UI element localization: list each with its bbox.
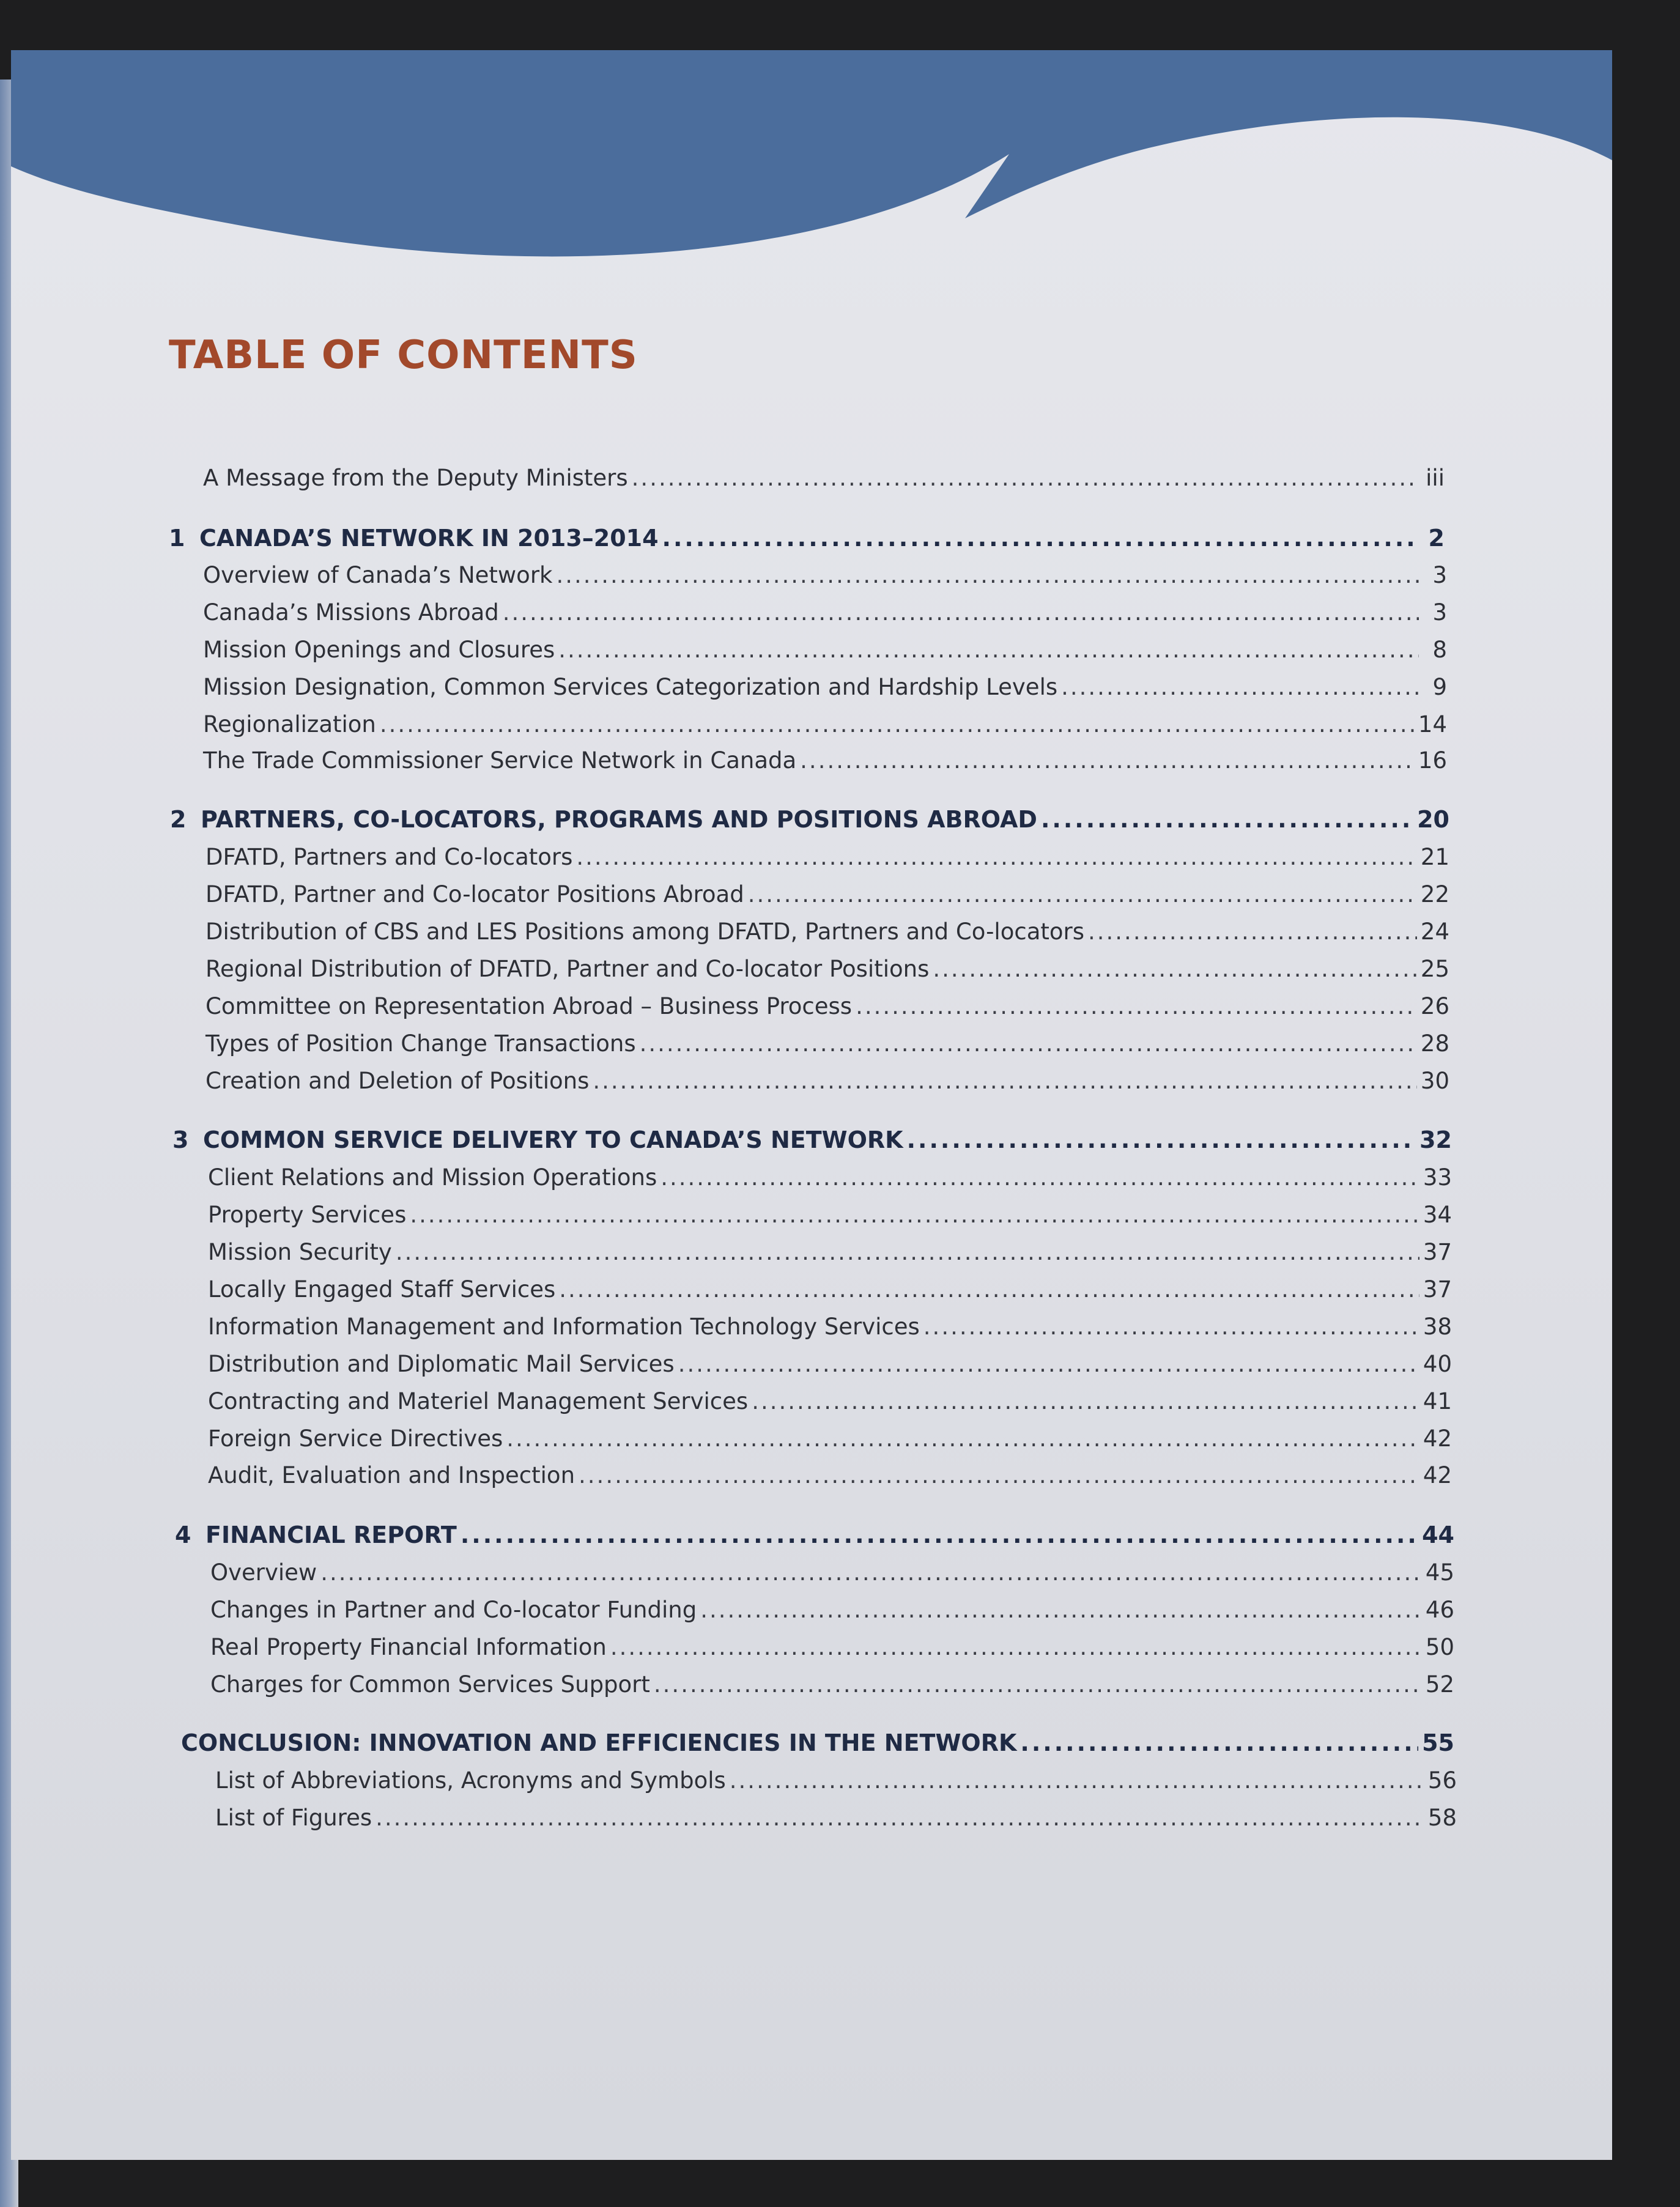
toc-entry[interactable] [208,1388,1452,1420]
toc-entry-page: 45 [1425,1559,1454,1586]
section-number: 3 [172,1126,189,1153]
toc-entry-page: 14 [1418,711,1447,738]
dot-leader [558,637,1419,663]
section-page: 2 [1428,525,1445,552]
dot-leader [933,956,1417,982]
toc-entry-label: Distribution of CBS and LES Positions among DFATD, Partners and Co-locators [205,919,1085,945]
toc-entry-page: 52 [1425,1671,1454,1698]
section-page: 55 [1422,1729,1454,1756]
toc-entry-label: Mission Openings and Closures [203,637,555,663]
toc-entry-page: 42 [1423,1425,1452,1452]
toc-title: TABLE OF CONTENTS [169,333,638,378]
toc-entry-label: Mission Designation, Common Services Categorization and Hardship Levels [203,674,1058,700]
toc-entry-label: DFATD, Partner and Co-locator Positions Abroad [205,881,744,908]
toc-entry-page: 58 [1427,1805,1457,1831]
toc-entry-page: 3 [1432,562,1447,588]
toc-entry-label: Distribution and Diplomatic Mail Services [208,1351,675,1377]
dot-leader [506,1425,1419,1452]
toc-entry-page: 25 [1420,956,1449,982]
toc-entry-page: 24 [1420,919,1449,945]
toc-section-1[interactable] [169,525,1445,556]
toc-entry-page: 50 [1425,1634,1454,1660]
toc-entry[interactable] [203,599,1447,631]
toc-entry-page: 3 [1432,599,1447,626]
toc-entry[interactable] [215,1767,1457,1799]
toc-entry-page: 22 [1420,881,1449,908]
toc-entry[interactable] [203,637,1447,668]
section-number: 2 [170,806,187,833]
dot-leader [376,1805,1424,1831]
toc-entry[interactable] [210,1559,1454,1591]
dot-leader [396,1239,1419,1265]
toc-section-2[interactable] [170,806,1449,838]
toc-entry-page: 8 [1432,637,1447,663]
toc-entry[interactable] [208,1164,1452,1196]
dot-leader [748,881,1417,908]
toc-entry-page: 37 [1423,1239,1452,1265]
toc-entry-label: The Trade Commissioner Service Network in Canada [203,747,797,774]
toc-entry-label: Property Services [208,1202,407,1228]
toc-conclusion[interactable] [181,1729,1454,1761]
toc-entry-page: 41 [1423,1388,1452,1414]
toc-entry-label: Locally Engaged Staff Services [208,1276,556,1303]
toc-entry[interactable] [210,1671,1454,1703]
section-number: 4 [175,1521,191,1548]
dot-leader [700,1597,1422,1623]
dot-leader [678,1351,1419,1377]
toc-entry-label: Real Property Financial Information [210,1634,607,1660]
toc-entry-label: Information Management and Information Technology Services [208,1314,920,1340]
dot-leader [579,1462,1419,1488]
toc-entry[interactable] [205,844,1449,876]
section-title: COMMON SERVICE DELIVERY TO CANADA’S NETWORK [203,1126,903,1153]
toc-entry-page: 37 [1423,1276,1452,1303]
toc-entry-label: Canada’s Missions Abroad [203,599,499,626]
dot-leader [800,747,1415,774]
toc-entry-page: 16 [1418,747,1447,774]
section-title: PARTNERS, CO-LOCATORS, PROGRAMS AND POSITIONS ABROAD [201,806,1037,833]
dot-leader [654,1671,1422,1698]
toc-entry-label: Overview [210,1559,317,1586]
toc-entry[interactable] [208,1462,1452,1494]
toc-entry-label: Committee on Representation Abroad – Business Process [205,993,853,1019]
toc-entry-label: A Message from the Deputy Ministers [203,465,628,491]
toc-entry-page: 56 [1427,1767,1457,1794]
toc-entry-label: Charges for Common Services Support [210,1671,650,1698]
toc-entry-page: 42 [1423,1462,1452,1488]
toc-entry[interactable] [208,1202,1452,1233]
dot-leader [661,1164,1419,1191]
dot-leader [410,1202,1419,1228]
section-title: CONCLUSION: INNOVATION AND EFFICIENCIES IN THE NETWORK [181,1729,1017,1756]
toc-entry[interactable] [210,1597,1454,1628]
toc-entry-label: Changes in Partner and Co-locator Funding [210,1597,697,1623]
dot-leader [593,1068,1417,1094]
section-number: 1 [169,525,185,552]
toc-entry-label: Overview of Canada’s Network [203,562,553,588]
toc-entry-page: 34 [1423,1202,1452,1228]
toc-entry-page: 38 [1423,1314,1452,1340]
dot-leader [856,993,1417,1019]
toc-entry[interactable] [208,1351,1452,1383]
dot-leader [907,1126,1416,1153]
toc-entry[interactable] [208,1314,1452,1345]
toc-entry[interactable] [203,674,1447,706]
section-title: FINANCIAL REPORT [205,1521,457,1548]
toc-entry-page: iii [1426,465,1445,491]
toc-entry[interactable] [208,1239,1452,1271]
toc-entry[interactable] [208,1276,1452,1308]
toc-entry-label: Client Relations and Mission Operations [208,1164,657,1191]
toc-entry-page: 26 [1420,993,1449,1019]
toc-entry-page: 40 [1423,1351,1452,1377]
dot-leader [1020,1729,1418,1756]
dot-leader [640,1030,1417,1057]
dot-leader [1041,806,1413,833]
dot-leader [1088,919,1417,945]
toc-entry-label: List of Abbreviations, Acronyms and Symbols [215,1767,726,1794]
toc-entry-label: Types of Position Change Transactions [205,1030,636,1057]
dot-leader [320,1559,1422,1586]
toc-entry-label: Mission Security [208,1239,392,1265]
toc-entry-label: DFATD, Partners and Co-locators [205,844,573,870]
dot-leader [662,525,1416,552]
toc-entry[interactable] [203,562,1447,594]
document-page [11,50,1612,2160]
toc-entry[interactable] [205,1030,1449,1062]
dot-leader [923,1314,1419,1340]
section-page: 32 [1419,1126,1452,1153]
dot-leader [1061,674,1419,700]
section-title: CANADA’S NETWORK IN 2013–2014 [199,525,659,552]
dot-leader [461,1521,1418,1548]
dot-leader [559,1276,1419,1303]
section-page: 20 [1417,806,1449,833]
dot-leader [380,711,1415,738]
toc-entry-label: Regional Distribution of DFATD, Partner and Co-locator Positions [205,956,930,982]
toc-entry[interactable] [210,1634,1454,1666]
toc-entry-page: 33 [1423,1164,1452,1191]
toc-entry[interactable] [215,1805,1457,1836]
toc-entry-page: 46 [1425,1597,1454,1623]
dot-leader [632,465,1416,491]
dot-leader [576,844,1417,870]
toc-entry-label: Regionalization [203,711,376,738]
toc-entry-label: Contracting and Materiel Management Services [208,1388,749,1414]
toc-entry-page: 30 [1420,1068,1449,1094]
dot-leader [730,1767,1424,1794]
wave-banner [11,50,1612,307]
toc-entry[interactable] [205,881,1449,913]
toc-entry-label: Creation and Deletion of Positions [205,1068,590,1094]
dot-leader [610,1634,1422,1660]
toc-entry-label: Foreign Service Directives [208,1425,503,1452]
toc-entry-page: 28 [1420,1030,1449,1057]
toc-entry-label: Audit, Evaluation and Inspection [208,1462,575,1488]
toc-entry[interactable] [205,956,1449,988]
toc-entry-label: List of Figures [215,1805,372,1831]
toc-section-4[interactable] [175,1521,1454,1553]
section-page: 44 [1422,1521,1454,1548]
toc-entry[interactable] [205,1068,1449,1100]
dot-leader [752,1388,1419,1414]
toc-entry[interactable] [205,919,1449,950]
toc-entry[interactable] [203,747,1447,779]
dot-leader [503,599,1419,626]
toc-entry[interactable] [203,711,1447,743]
toc-entry-preface[interactable] [203,465,1445,497]
dot-leader [556,562,1419,588]
toc-entry-page: 9 [1432,674,1447,700]
toc-entry-page: 21 [1420,844,1449,870]
toc-entry[interactable] [208,1425,1452,1457]
toc-entry[interactable] [205,993,1449,1025]
toc-section-3[interactable] [172,1126,1452,1158]
